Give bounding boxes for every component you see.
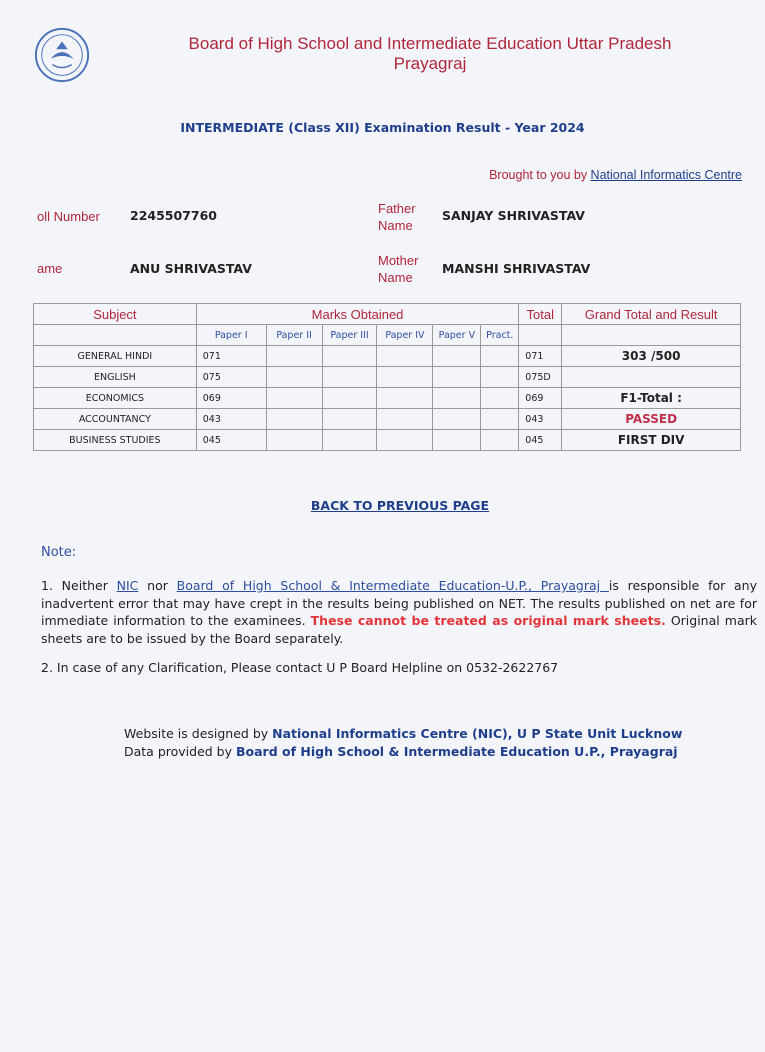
paper2-header: Paper II	[266, 325, 322, 346]
blank-cell	[519, 325, 562, 346]
name-value: ANU SHRIVASTAV	[130, 261, 252, 276]
note-heading: Note:	[41, 545, 77, 560]
up-board-emblem-icon	[33, 26, 91, 84]
paper3-header: Paper III	[322, 325, 377, 346]
note1-warning: These cannot be treated as original mark sheets.	[310, 613, 666, 628]
mother-label-line2: Name	[378, 270, 413, 285]
paper-header-row	[34, 325, 741, 346]
blank-cell	[34, 325, 197, 346]
subject-cell: BUSINESS STUDIES	[34, 430, 197, 451]
roll-number-label: oll Number	[37, 209, 100, 224]
note1-text-a: 1. Neither	[41, 578, 117, 593]
footer-designer: National Informatics Centre (NIC), U P State Unit Lucknow	[272, 726, 683, 741]
roll-number-value: 2245507760	[130, 208, 217, 223]
grand-total-cell: 303 /500	[562, 346, 741, 367]
nic-link[interactable]: National Informatics Centre	[590, 168, 742, 182]
mother-label-line1: Mother	[378, 253, 419, 268]
paper1-header: Paper I	[196, 325, 266, 346]
board-note-link[interactable]: Board of High School & Intermediate Education-U.P., Prayagraj	[176, 578, 609, 593]
total-cell: 043	[519, 409, 562, 430]
blank-cell	[562, 325, 741, 346]
total-header: Total	[519, 304, 562, 325]
total-cell: 069	[519, 388, 562, 409]
division-cell: FIRST DIV	[562, 430, 741, 451]
name-label: ame	[37, 261, 63, 276]
note-1	[41, 577, 757, 647]
paper1-cell: 075	[196, 367, 266, 388]
note-2: 2. In case of any Clarification, Please contact U P Board Helpline on 0532-2622767	[41, 660, 559, 675]
grand-total-cell	[562, 367, 741, 388]
father-label-line1: Father	[378, 201, 416, 216]
footer-line1-prefix: Website is designed by	[124, 726, 273, 741]
practical-header: Pract.	[481, 325, 519, 346]
subject-cell: GENERAL HINDI	[34, 346, 197, 367]
note1-text-c: is responsible for any inadvertent error that may have crept in the results being published on NET. The results published on net are for immediate information to the examinees.	[41, 578, 757, 628]
board-title	[130, 34, 730, 74]
subject-cell: ACCOUNTANCY	[34, 409, 197, 430]
subject-cell: ENGLISH	[34, 367, 197, 388]
subject-header: Subject	[34, 304, 197, 325]
table-row	[34, 409, 741, 430]
table-row	[34, 367, 741, 388]
total-cell: 071	[519, 346, 562, 367]
grand-total-header: Grand Total and Result	[562, 304, 741, 325]
footer	[124, 725, 682, 761]
subject-cell: ECONOMICS	[34, 388, 197, 409]
back-to-previous-link[interactable]: BACK TO PREVIOUS PAGE	[310, 498, 490, 513]
total-cell: 045	[519, 430, 562, 451]
table-row	[34, 346, 741, 367]
table-header-row	[34, 304, 741, 325]
paper1-cell: 045	[196, 430, 266, 451]
footer-data-provider: Board of High School & Intermediate Education U.P., Prayagraj	[235, 744, 678, 759]
paper1-cell: 043	[196, 409, 266, 430]
result-status-cell: PASSED	[562, 409, 741, 430]
brought-prefix: Brought to you by	[489, 168, 591, 182]
footer-line1	[124, 725, 682, 743]
marks-table	[33, 303, 741, 451]
nic-note-link[interactable]: NIC	[116, 578, 139, 593]
footer-line2-prefix: Data provided by	[124, 744, 236, 759]
mother-name-value: MANSHI SHRIVASTAV	[442, 261, 591, 276]
result-total-cell: F1-Total :	[562, 388, 741, 409]
father-label-line2: Name	[378, 218, 413, 233]
mother-name-label	[378, 252, 418, 286]
paper5-header: Paper V	[433, 325, 481, 346]
board-title-line2: Prayagraj	[393, 54, 467, 73]
table-row	[34, 388, 741, 409]
note1-text-b: nor	[138, 578, 177, 593]
father-name-value: SANJAY SHRIVASTAV	[442, 208, 585, 223]
total-cell: 075D	[519, 367, 562, 388]
marks-header: Marks Obtained	[196, 304, 519, 325]
father-name-label	[378, 200, 416, 234]
note1-text-d: Original mark sheets are to be issued by the Board separately.	[41, 613, 758, 646]
footer-line2	[124, 743, 682, 761]
paper1-cell: 071	[196, 346, 266, 367]
exam-title: INTERMEDIATE (Class XII) Examination Result - Year 2024	[180, 120, 585, 135]
brought-by	[489, 168, 742, 182]
table-row	[34, 430, 741, 451]
paper4-header: Paper IV	[377, 325, 433, 346]
paper1-cell: 069	[196, 388, 266, 409]
board-title-line1: Board of High School and Intermediate Education Uttar Pradesh	[188, 34, 672, 53]
